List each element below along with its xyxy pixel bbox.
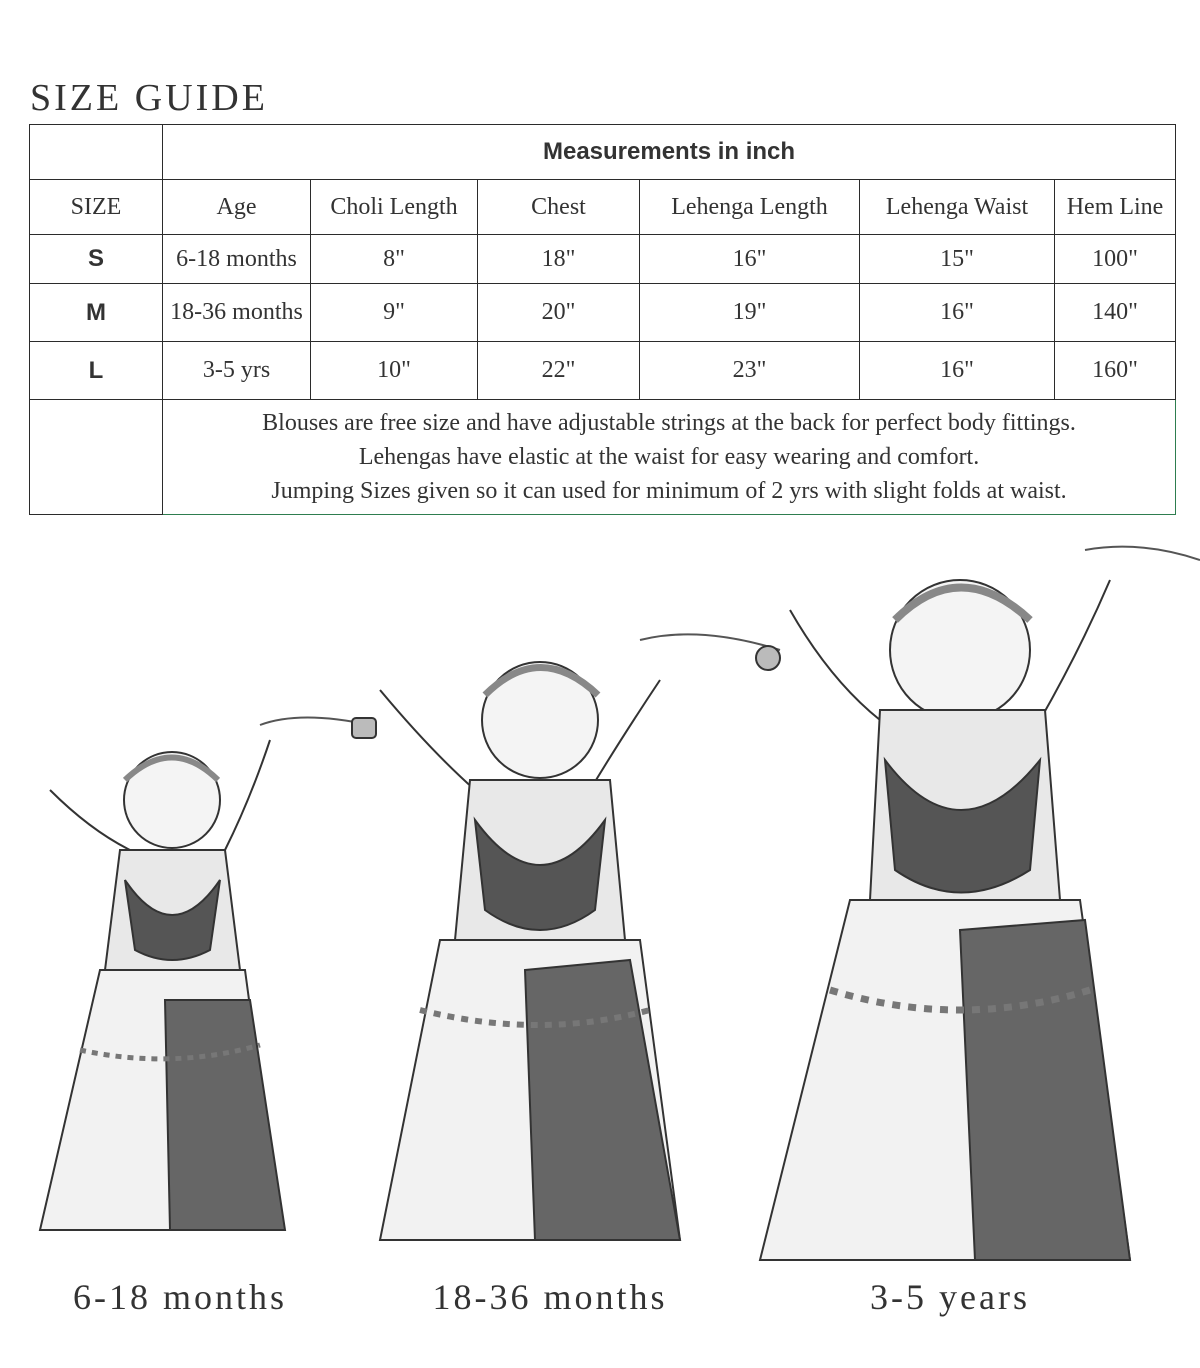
empty-corner-cell	[30, 125, 163, 180]
table-row	[30, 284, 1176, 342]
caption-small: 6-18 months	[72, 1277, 287, 1317]
table-cell: 6-18 months	[163, 235, 311, 284]
table-cell: 18-36 months	[163, 284, 311, 342]
child-sketch-small	[40, 718, 376, 1231]
column-header: Lehenga Length	[640, 180, 860, 235]
caption-large: 3-5 years	[870, 1277, 1030, 1317]
note-line: Jumping Sizes given so it can used for minimum of 2 yrs with slight folds at waist.	[271, 478, 1067, 504]
table-cell: 16"	[860, 342, 1055, 400]
note-line: Blouses are free size and have adjustable strings at the back for perfect body fittings.	[262, 410, 1076, 436]
size-cell: S	[30, 235, 163, 284]
table-cell: 23"	[640, 342, 860, 400]
table-cell: 10"	[311, 342, 478, 400]
table-cell: 16"	[640, 235, 860, 284]
table-cell: 100"	[1055, 235, 1176, 284]
column-header: Hem Line	[1055, 180, 1176, 235]
child-sketch-illustration	[0, 530, 1200, 1280]
column-header: Choli Length	[311, 180, 478, 235]
column-header: Lehenga Waist	[860, 180, 1055, 235]
column-header: Age	[163, 180, 311, 235]
measurements-header: Measurements in inch	[163, 125, 1176, 180]
column-header: SIZE	[30, 180, 163, 235]
child-sketch-medium	[380, 634, 780, 1240]
table-cell: 19"	[640, 284, 860, 342]
column-header: Chest	[478, 180, 640, 235]
notes-row	[30, 400, 1176, 515]
table-row	[30, 342, 1176, 400]
note-line: Lehengas have elastic at the waist for easy wearing and comfort.	[358, 444, 980, 470]
table-cell: 20"	[478, 284, 640, 342]
table-cell: 8"	[311, 235, 478, 284]
table-row	[30, 235, 1176, 284]
notes-cell	[163, 400, 1176, 515]
size-cell: M	[30, 284, 163, 342]
table-cell: 22"	[478, 342, 640, 400]
empty-notes-cell	[30, 400, 163, 515]
table-cell: 140"	[1055, 284, 1176, 342]
table-header-row	[30, 125, 1176, 180]
caption-medium: 18-36 months	[432, 1277, 668, 1317]
column-header-row	[30, 180, 1176, 235]
size-cell: L	[30, 342, 163, 400]
table-cell: 3-5 yrs	[163, 342, 311, 400]
child-sketch-large	[760, 547, 1200, 1260]
page-title: SIZE GUIDE	[30, 77, 268, 119]
size-table	[29, 124, 1176, 515]
table-cell: 15"	[860, 235, 1055, 284]
table-cell: 160"	[1055, 342, 1176, 400]
table-cell: 18"	[478, 235, 640, 284]
table-cell: 9"	[311, 284, 478, 342]
table-cell: 16"	[860, 284, 1055, 342]
